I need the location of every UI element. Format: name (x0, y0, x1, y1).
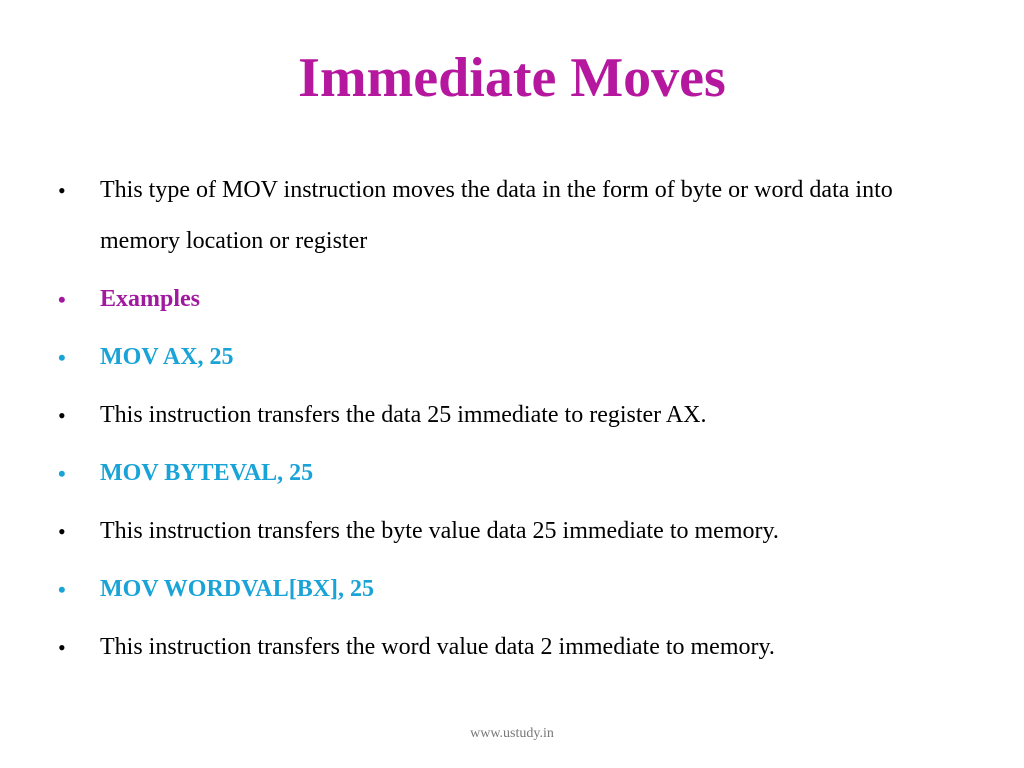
bullet-text: This instruction transfers the word value data 2 immediate to memory. (100, 634, 775, 660)
bullet-item-code-ax (58, 332, 958, 383)
bullet-item-desc-ax (58, 390, 958, 441)
slide-title: Immediate Moves (298, 47, 726, 109)
bullet-dot-icon: • (58, 519, 66, 544)
bullet-item-intro (58, 165, 958, 267)
bullet-dot-icon: • (58, 577, 66, 602)
bullet-text: MOV BYTEVAL, 25 (100, 460, 314, 486)
bullet-text: This instruction transfers the data 25 immediate to register AX. (100, 402, 707, 428)
bullet-item-desc-wordval (58, 622, 958, 673)
bullet-item-code-wordval (58, 564, 958, 615)
bullet-text: MOV WORDVAL[BX], 25 (100, 576, 375, 602)
footer-url: www.ustudy.in (470, 726, 554, 741)
bullet-dot-icon: • (58, 635, 66, 660)
bullet-dot-icon: • (58, 178, 66, 203)
bullet-text: Examples (100, 286, 201, 312)
bullet-item-examples (58, 274, 958, 325)
bullet-item-code-byteval (58, 448, 958, 499)
bullet-dot-icon: • (58, 287, 66, 312)
bullet-text: This type of MOV instruction moves the data in the form of byte or word data into memory location or register (100, 177, 893, 254)
bullet-dot-icon: • (58, 345, 66, 370)
bullet-item-desc-byteval (58, 506, 958, 557)
bullet-text: This instruction transfers the byte value data 25 immediate to memory. (100, 518, 779, 544)
bullet-dot-icon: • (58, 461, 66, 486)
bullet-text: MOV AX, 25 (100, 344, 234, 370)
bullet-dot-icon: • (58, 403, 66, 428)
bullet-list (58, 165, 958, 680)
